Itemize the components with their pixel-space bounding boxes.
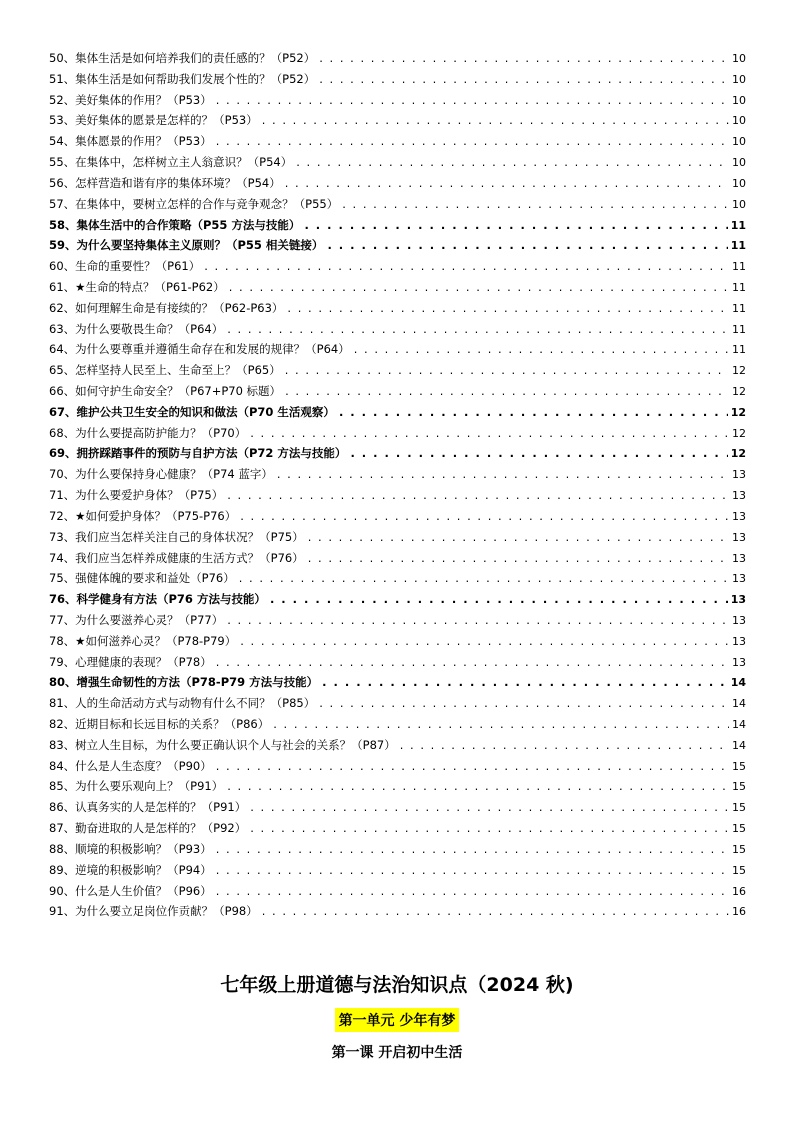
unit-heading: 第一单元 少年有梦 [335,1008,460,1032]
table-of-contents [49,48,746,922]
toc-entry-page: 12 [730,447,746,461]
toc-entry-title: 62、如何理解生命是有接续的？（P62-P63） [49,300,284,315]
toc-entry[interactable] [49,339,746,360]
toc-entry-title: 63、为什么要敬畏生命？（P64） [49,321,224,336]
toc-entry-page: 11 [732,301,746,315]
toc-leader-dots [262,901,729,922]
toc-entry-page: 12 [732,385,746,398]
toc-leader-dots [319,48,729,69]
toc-leader-dots [319,69,729,90]
toc-leader-dots [250,797,729,818]
toc-entry[interactable] [49,110,746,131]
toc-entry[interactable] [49,256,746,277]
toc-leader-dots [240,506,729,527]
toc-entry[interactable] [49,527,746,548]
toc-leader-dots [339,402,728,423]
toc-entry-title: 87、勤奋进取的人是怎样的？（P92） [49,821,247,836]
toc-entry[interactable] [49,839,746,860]
toc-leader-dots [270,589,728,610]
toc-entry[interactable] [49,548,746,569]
toc-entry-title: 66、如何守护生命安全？（P67+P70 标题） [49,384,282,398]
toc-leader-dots [250,818,729,839]
toc-entry-page: 10 [732,176,746,190]
toc-entry-title: 88、顺境的积极影响？（P93） [49,841,212,856]
toc-entry-page: 13 [730,593,746,607]
toc-entry-page: 12 [732,364,746,378]
toc-entry-title: 77、为什么要滋养心灵？（P77） [49,612,224,627]
toc-entry-page: 13 [732,530,746,544]
toc-entry[interactable] [49,402,746,423]
toc-entry-title: 64、为什么要尊重并遵循生命存在和发展的规律？（P64） [49,342,350,357]
toc-leader-dots [227,485,729,506]
toc-entry-title: 89、逆境的积极影响？（P94） [49,862,212,877]
toc-entry-page: 16 [732,905,746,919]
toc-leader-dots [216,90,729,111]
toc-entry-page: 15 [732,780,746,794]
lesson-heading: 第一课 开启初中生活 [331,1045,463,1061]
toc-leader-dots [239,568,729,589]
toc-entry[interactable] [49,631,746,652]
toc-leader-dots [216,839,729,860]
toc-entry-title: 67、维护公共卫生安全的知识和做法（P70 生活观察） [49,404,335,419]
toc-entry[interactable] [49,48,746,69]
toc-leader-dots [216,131,729,152]
toc-entry-title: 70、为什么要保持身心健康？（P74 蓝字） [49,467,273,482]
toc-leader-dots [273,714,729,735]
toc-entry-page: 11 [732,322,746,336]
toc-entry[interactable] [49,277,746,298]
toc-leader-dots [229,277,729,298]
toc-entry[interactable] [49,194,746,215]
toc-entry-title: 79、心理健康的表现？（P78） [49,654,212,669]
toc-leader-dots [216,881,729,902]
toc-entry-title: 51、集体生活是如何帮助我们发展个性的？（P52） [49,71,316,86]
toc-entry[interactable] [49,881,746,902]
toc-entry-title: 85、为什么要乐观向上？（P91） [49,779,224,794]
toc-entry[interactable] [49,693,746,714]
toc-entry[interactable] [49,568,746,589]
toc-entry-title: 86、认真务实的人是怎样的？（P91） [49,800,247,815]
toc-entry[interactable] [49,464,746,485]
toc-leader-dots [227,610,729,631]
toc-entry[interactable] [49,610,746,631]
toc-leader-dots [354,339,729,360]
toc-entry-title: 56、怎样营造和谐有序的集体环境？（P54） [49,175,281,190]
toc-leader-dots [308,548,729,569]
toc-entry[interactable] [49,298,746,319]
toc-entry[interactable] [49,901,746,922]
toc-entry-title: 76、科学健身有方法（P76 方法与技能） [49,592,266,607]
toc-entry-page: 14 [732,697,746,711]
toc-entry[interactable] [49,215,746,236]
toc-leader-dots [216,860,729,881]
document-title: 七年级上册道德与法治知识点（2024 秋) [220,974,574,996]
toc-entry-page: 16 [732,884,746,898]
toc-leader-dots [327,235,727,256]
toc-entry-page: 15 [732,801,746,815]
toc-entry-page: 11 [732,260,746,274]
toc-entry-page: 15 [732,822,746,836]
toc-entry-page: 11 [730,218,746,232]
toc-entry-title: 55、在集体中，怎样树立主人翁意识？（P54） [49,155,293,170]
toc-entry[interactable] [49,423,746,444]
toc-entry-page: 12 [730,405,746,419]
toc-entry-title: 61、★生命的特点？（P61-P62） [49,279,225,294]
toc-entry-page: 15 [732,759,746,773]
toc-entry-title: 71、为什么要爱护身体？（P75） [49,488,224,503]
toc-entry-title: 84、什么是人生态度？（P90） [49,758,212,773]
toc-entry[interactable] [49,818,746,839]
toc-entry[interactable] [49,485,746,506]
toc-entry-page: 13 [732,489,746,503]
toc-entry-title: 78、★如何滋养心灵？（P78-P79） [49,633,237,648]
toc-entry-page: 12 [732,426,746,440]
toc-entry-page: 13 [732,551,746,565]
toc-entry-page: 14 [730,676,746,690]
toc-entry[interactable] [49,714,746,735]
toc-leader-dots [216,756,729,777]
toc-entry-page: 13 [732,655,746,669]
toc-entry-title: 68、为什么要提高防护能力？（P70） [49,425,247,440]
toc-entry-title: 52、美好集体的作用？（P53） [49,92,212,107]
toc-entry-title: 74、我们应当怎样养成健康的生活方式？（P76） [49,550,304,565]
toc-leader-dots [204,256,729,277]
toc-entry-title: 65、怎样坚持人民至上、生命至上？（P65） [49,363,281,378]
toc-entry-page: 13 [732,509,746,523]
toc-entry-page: 15 [732,842,746,856]
toc-entry-page: 11 [730,239,746,253]
toc-entry-title: 75、强健体魄的要求和益处（P76） [49,571,235,586]
toc-leader-dots [319,693,729,714]
toc-entry-title: 81、人的生命活动方式与动物有什么不同？（P85） [49,696,316,711]
toc-leader-dots [308,527,729,548]
toc-leader-dots [216,652,729,673]
toc-entry[interactable] [49,69,746,90]
toc-entry[interactable] [49,735,746,756]
toc-entry-page: 11 [732,280,746,294]
toc-leader-dots [287,298,729,319]
toc-leader-dots [285,381,729,402]
toc-entry[interactable] [49,443,746,464]
toc-entry-page: 13 [732,572,746,586]
toc-entry-page: 10 [732,197,746,211]
toc-entry[interactable] [49,90,746,111]
toc-entry-title: 72、★如何爱护身体？（P75-P76） [49,508,237,523]
toc-entry-title: 90、什么是人生价值？（P96） [49,883,212,898]
toc-entry[interactable] [49,131,746,152]
toc-leader-dots [227,319,729,340]
toc-entry-title: 53、美好集体的愿景是怎样的？（P53） [49,113,258,128]
toc-leader-dots [277,464,729,485]
toc-entry[interactable] [49,797,746,818]
toc-leader-dots [227,776,729,797]
toc-entry[interactable] [49,360,746,381]
toc-entry-title: 73、我们应当怎样关注自己的身体状况？（P75） [49,529,304,544]
toc-entry-title: 69、拥挤踩踏事件的预防与自护方法（P72 方法与技能） [49,446,347,461]
toc-entry-page: 10 [732,135,746,149]
toc-entry-title: 60、生命的重要性？（P61） [49,259,201,274]
toc-entry-title: 82、近期目标和长远目标的关系？（P86） [49,717,270,731]
toc-leader-dots [250,423,729,444]
toc-entry[interactable] [49,776,746,797]
toc-entry-title: 58、集体生活中的合作策略（P55 方法与技能） [49,217,301,232]
toc-entry-page: 10 [732,93,746,107]
toc-entry-title: 83、树立人生目标，为什么要正确认识个人与社会的关系？（P87） [49,737,396,752]
toc-leader-dots [296,152,729,173]
toc-entry-title: 54、集体愿景的作用？（P53） [49,134,212,149]
toc-entry-title: 80、增强生命韧性的方法（P78-P79 方法与技能） [49,675,319,690]
toc-entry-page: 13 [732,468,746,482]
toc-entry[interactable] [49,319,746,340]
toc-entry[interactable] [49,152,746,173]
toc-leader-dots [240,631,729,652]
toc-entry-page: 13 [732,613,746,627]
toc-entry-page: 14 [732,718,746,731]
toc-entry-page: 10 [732,156,746,170]
toc-leader-dots [262,110,729,131]
toc-leader-dots [304,215,727,236]
toc-leader-dots [342,194,729,215]
toc-entry-page: 10 [732,72,746,86]
toc-entry[interactable] [49,381,746,402]
toc-entry[interactable] [49,756,746,777]
toc-entry-title: 50、集体生活是如何培养我们的责任感的？（P52） [49,51,316,65]
toc-entry-page: 13 [732,634,746,648]
toc-entry[interactable] [49,652,746,673]
toc-entry-page: 11 [732,343,746,357]
toc-entry-title: 57、在集体中，要树立怎样的合作与竞争观念？（P55） [49,196,339,211]
toc-entry[interactable] [49,589,746,610]
toc-entry[interactable] [49,672,746,693]
toc-entry-page: 15 [732,863,746,877]
toc-entry[interactable] [49,860,746,881]
toc-entry[interactable] [49,173,746,194]
toc-entry-title: 91、为什么要立足岗位作贡献？（P98） [49,904,258,919]
toc-entry-page: 10 [732,52,746,65]
toc-entry[interactable] [49,506,746,527]
toc-leader-dots [322,672,728,693]
toc-entry[interactable] [49,235,746,256]
toc-entry-page: 14 [732,738,746,752]
toc-entry-page: 10 [732,114,746,128]
toc-leader-dots [285,360,729,381]
toc-leader-dots [285,173,729,194]
toc-leader-dots [350,443,727,464]
toc-leader-dots [400,735,729,756]
unit-heading-wrap [0,1008,794,1032]
toc-entry-title: 59、为什么要坚持集体主义原则？（P55 相关链接） [49,238,324,253]
